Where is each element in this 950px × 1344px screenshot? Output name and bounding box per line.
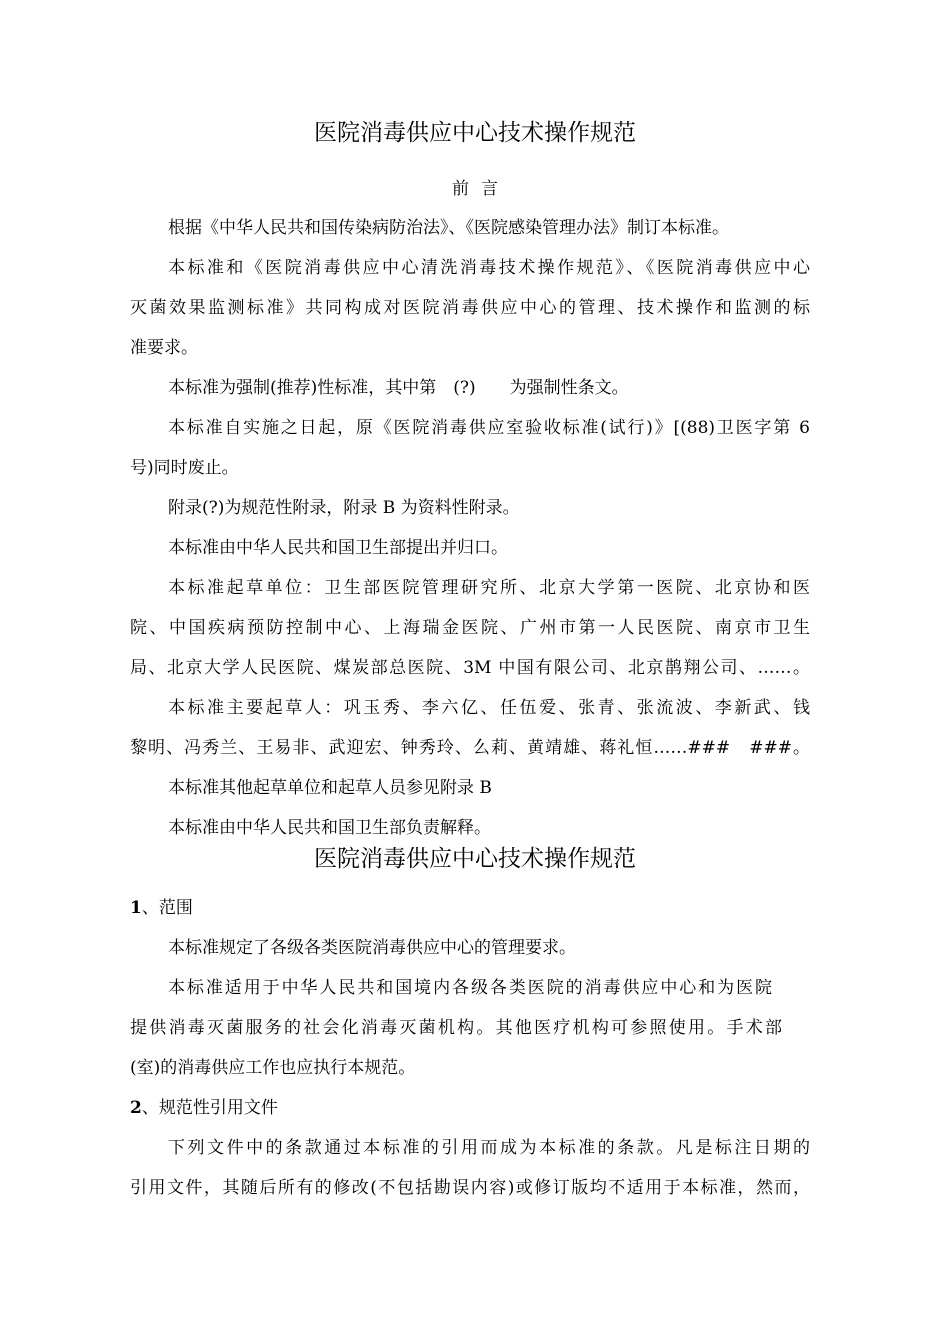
section-paragraph: 本标准规定了各级各类医院消毒供应中心的管理要求。 — [168, 938, 576, 958]
preface-paragraph: 本标准其他起草单位和起草人员参见附录 B — [168, 778, 492, 798]
preface-paragraph-line: 局、北京大学人民医院、煤炭部总医院、3M 中国有限公司、北京鹊翔公司、……。 — [130, 658, 810, 678]
preface-paragraph-line: 黎明、冯秀兰、王易非、武迎宏、钟秀玲、么莉、黄靖雄、蒋礼恒……### ###。 — [130, 738, 810, 758]
preface-paragraph: 本标准由中华人民共和国卫生部提出并归口。 — [168, 538, 508, 558]
preface-paragraph-line: 院、中国疾病预防控制中心、上海瑞金医院、广州市第一人民医院、南京市卫生 — [130, 618, 810, 638]
preface-paragraph-line: 准要求。 — [130, 338, 198, 358]
section-2-heading — [130, 1097, 810, 1119]
preface-paragraph: 根据《中华人民共和国传染病防治法》、《医院感染管理办法》制订本标准。 — [168, 218, 729, 238]
section-number: 2 — [130, 1098, 142, 1118]
section-paragraph-line: (室)的消毒供应工作也应执行本规范。 — [130, 1058, 416, 1078]
main-title: 医院消毒供应中心技术操作规范 — [314, 846, 636, 872]
document-title: 医院消毒供应中心技术操作规范 — [314, 120, 636, 146]
preface-paragraph-line: 号)同时废止。 — [130, 458, 239, 478]
section-title: 、规范性引用文件 — [141, 1098, 278, 1118]
section-paragraph: 本标准适用于中华人民共和国境内各级各类医院的消毒供应中心和为医院 — [168, 978, 772, 998]
preface-paragraph: 本标准主要起草人：巩玉秀、李六亿、任伍爱、张青、张流波、李新武、钱 — [168, 698, 810, 718]
preface-paragraph: 本标准起草单位：卫生部医院管理研究所、北京大学第一医院、北京协和医 — [168, 578, 810, 598]
section-paragraph-line: 提供消毒灭菌服务的社会化消毒灭菌机构。其他医疗机构可参照使用。手术部 — [130, 1018, 782, 1038]
preface-paragraph: 本标准自实施之日起，原《医院消毒供应室验收标准(试行)》[(88)卫医字第 6 — [168, 418, 810, 438]
preface-paragraph: 本标准和《医院消毒供应中心清洗消毒技术操作规范》、《医院消毒供应中心 — [168, 258, 810, 278]
preface-paragraph-line: 灭菌效果监测标准》共同构成对医院消毒供应中心的管理、技术操作和监测的标 — [130, 298, 810, 318]
section-1-heading — [130, 897, 810, 919]
preface-heading: 前言 — [452, 179, 510, 199]
preface-paragraph: 本标准由中华人民共和国卫生部负责解释。 — [168, 818, 491, 838]
preface-paragraph: 附录(?)为规范性附录，附录 B 为资料性附录。 — [168, 498, 520, 518]
section-paragraph-line: 引用文件，其随后所有的修改(不包括勘误内容)或修订版均不适用于本标准，然而， — [130, 1178, 810, 1198]
section-title: 、范围 — [141, 898, 193, 918]
section-number: 1 — [130, 898, 142, 918]
preface-paragraph: 本标准为强制(推荐)性标准，其中第 (?) 为强制性条文。 — [168, 378, 629, 398]
section-paragraph: 下列文件中的条款通过本标准的引用而成为本标准的条款。凡是标注日期的 — [168, 1138, 810, 1158]
